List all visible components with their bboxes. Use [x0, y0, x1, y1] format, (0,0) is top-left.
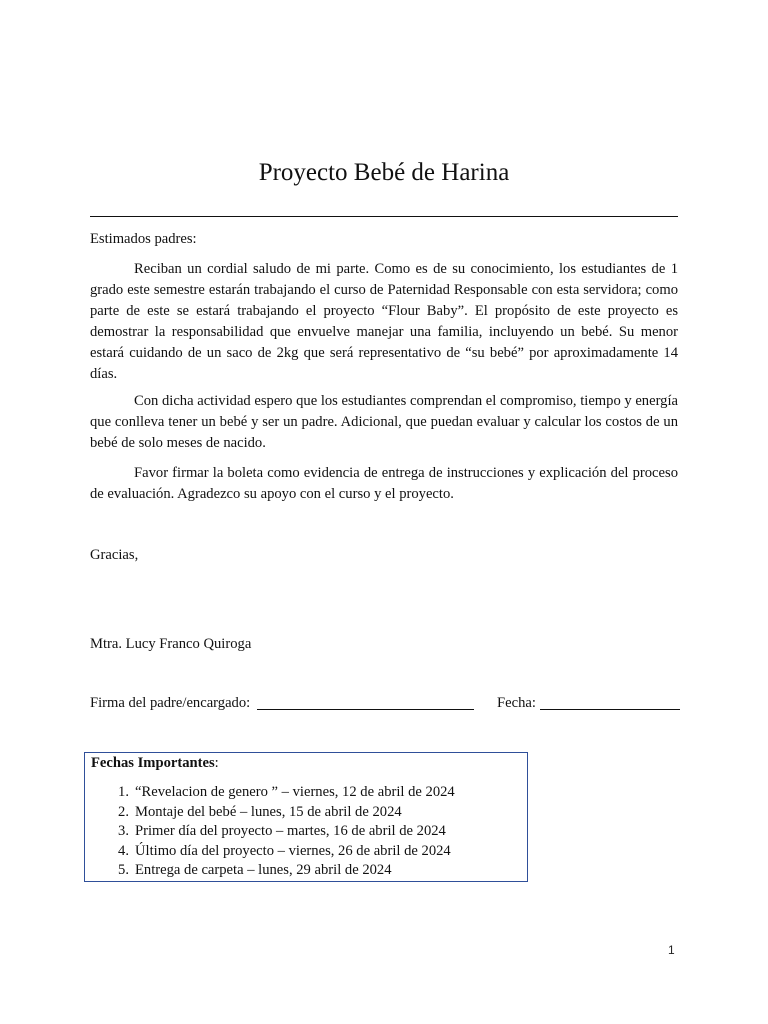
- page-title: Proyecto Bebé de Harina: [258, 159, 510, 186]
- list-item-number: 4.: [118, 842, 129, 859]
- signature-label: Firma del padre/encargado:: [90, 695, 251, 711]
- teacher-name: Mtra. Lucy Franco Quiroga: [90, 636, 252, 652]
- list-item-text: “Revelacion de genero ” – viernes, 12 de abril de 2024: [135, 784, 455, 800]
- salutation: Estimados padres:: [90, 231, 197, 247]
- list-item-text: Entrega de carpeta – lunes, 29 abril de 2024: [135, 862, 392, 878]
- important-dates-heading-colon: :: [214, 755, 219, 771]
- paragraph-goals: Con dicha actividad espero que los estudiantes comprendan el compromiso, tiempo y energía que conlleva tener un bebé y ser un padre. Adicional, que puedan evaluar y calcular los costos de un bebé de solo meses de nacido.: [90, 393, 679, 451]
- closing: Gracias,: [90, 547, 139, 563]
- page-number: 1: [668, 943, 675, 957]
- list-item-number: 3.: [118, 823, 129, 839]
- list-item-text: Último día del proyecto – viernes, 26 de abril de 2024: [135, 842, 451, 859]
- important-dates-heading: [91, 753, 219, 773]
- list-item-number: 2.: [118, 803, 129, 820]
- list-item-text: Montaje del bebé – lunes, 15 de abril de 2024: [135, 803, 402, 820]
- title-divider: [90, 216, 678, 217]
- list-item-text: Primer día del proyecto – martes, 16 de abril de 2024: [135, 823, 446, 839]
- date-label: Fecha:: [497, 695, 536, 711]
- important-dates-heading-text: Fechas Importantes: [91, 755, 215, 771]
- important-dates-box: [84, 752, 528, 882]
- signature-line: [257, 709, 474, 710]
- date-line: [540, 709, 680, 710]
- paragraph-intro: Reciban un cordial saludo de mi parte. Como es de su conocimiento, los estudiantes de 1 grado este semestre estarán trabajando el curso de Paternidad Responsable con esta servidora; como parte de este se estará trabajando el proyecto “Flour Baby”. El propósito de este proyecto es demostrar la responsabilidad que envuelve manejar una familia, incluyendo un bebé. Su menor estará cuidando de un saco de 2kg que será representativo de “su bebé” por aproximadamente 14 días.: [90, 261, 678, 382]
- signature-row: [90, 693, 680, 715]
- list-item-number: 1.: [118, 784, 129, 800]
- paragraph-signature-request: Favor firmar la boleta como evidencia de entrega de instrucciones y explicación del proceso de evaluación. Agradezco su apoyo con el curso y el proyecto.: [90, 465, 678, 502]
- list-item-number: 5.: [118, 862, 129, 878]
